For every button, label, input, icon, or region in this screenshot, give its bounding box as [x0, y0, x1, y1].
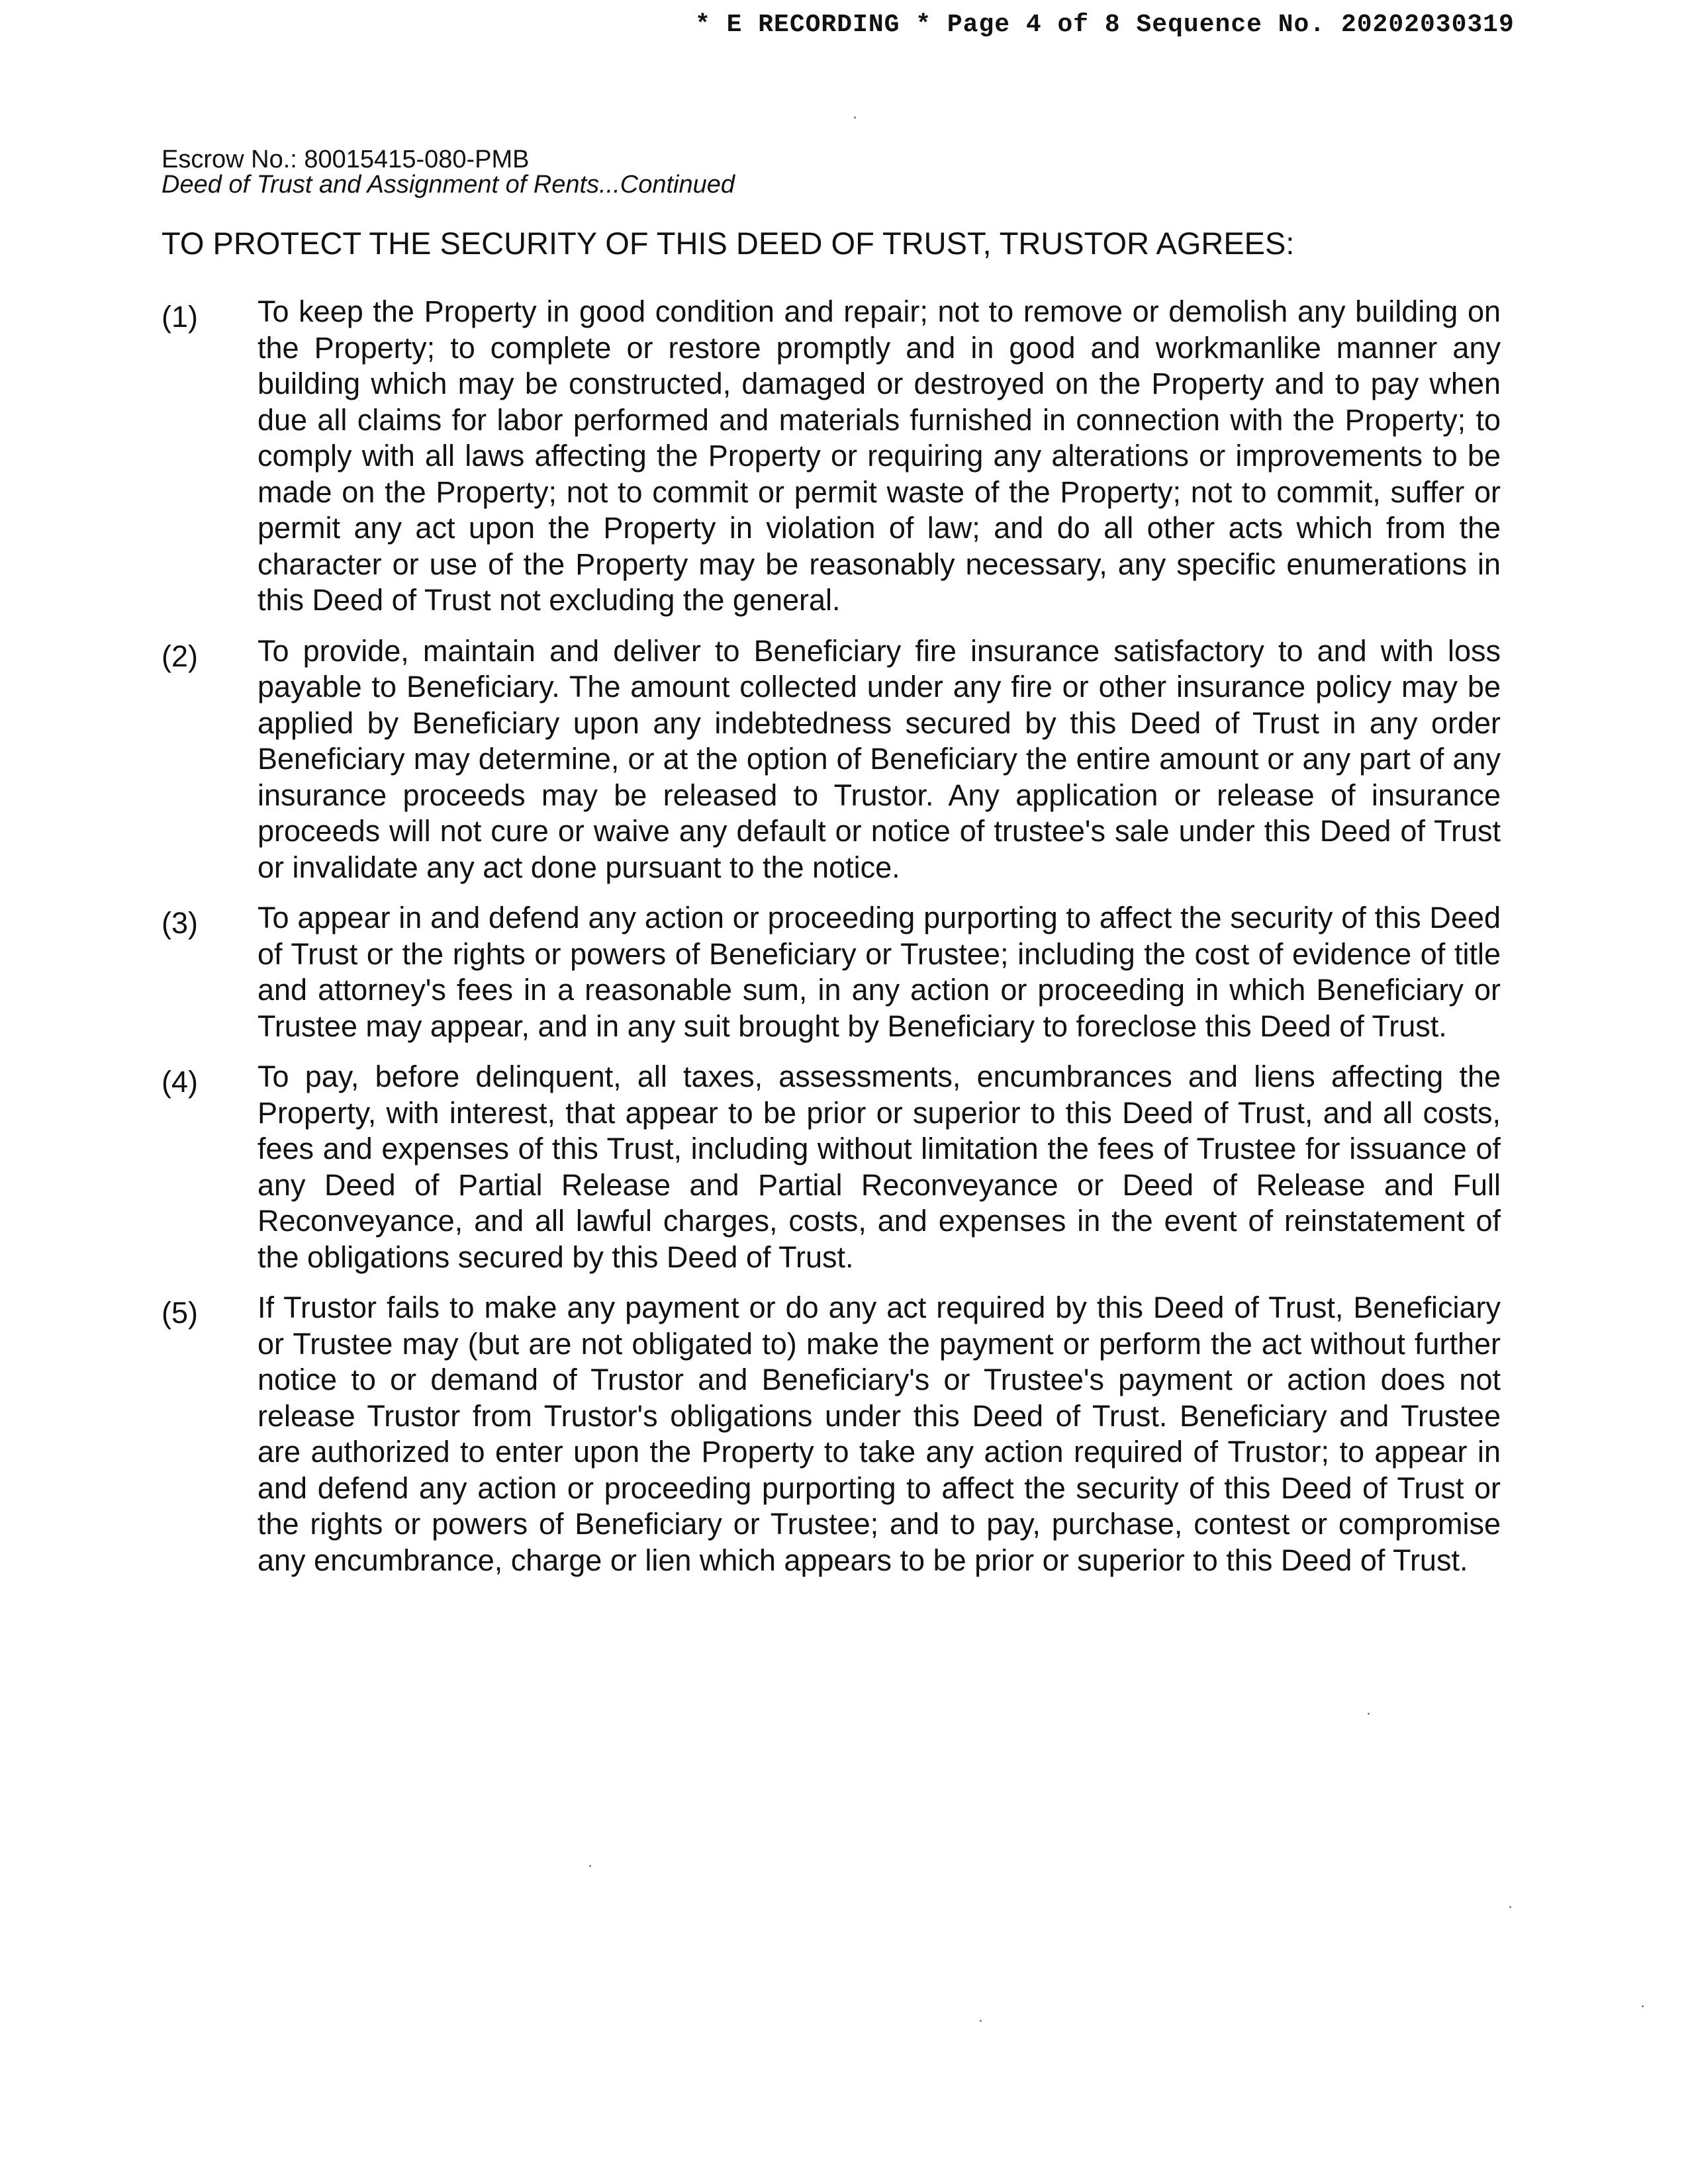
- clause-number: (2): [162, 639, 198, 673]
- clause-number: (4): [162, 1065, 198, 1099]
- section-heading: TO PROTECT THE SECURITY OF THIS DEED OF TRUST, TRUSTOR AGREES:: [162, 226, 1295, 261]
- escrow-number: Escrow No.: 80015415-080-PMB: [162, 146, 530, 173]
- scan-speck: [589, 1865, 591, 1867]
- clause-text: To provide, maintain and deliver to Beneficiary fire insurance satisfactory to and with loss payable to Beneficiary. The amount collected under any fire or other insurance policy may be applied by Beneficiary upon any indebtedness secured by this Deed of Trust in any order Beneficiary may determine, or at the option of Beneficiary the entire amount or any part of any insurance proceeds may be released to Trustor. Any application or release of insurance proceeds will not cure or waive any default or notice of trustee's sale under this Deed of Trust or invalidate any act done pursuant to the notice.: [258, 633, 1501, 884]
- clause-number: (1): [162, 300, 198, 334]
- scan-speck: [980, 2020, 982, 2022]
- scan-speck: [1642, 2005, 1644, 2007]
- clause-4: [162, 1059, 1505, 1275]
- document-subtitle: Deed of Trust and Assignment of Rents...Continued: [162, 171, 735, 199]
- clause-3: [162, 900, 1505, 1044]
- clause-number: (3): [162, 906, 198, 940]
- clause-text: To keep the Property in good condition and repair; not to remove or demolish any building on the Property; to complete or restore promptly and in good and workmanlike manner any building which may be constructed, damaged or destroyed on the Property and to pay when due all claims for labor performed and materials furnished in connection with the Property; to comply with all laws affecting the Property or requiring any alterations or improvements to be made on the Property; not to commit or permit waste of the Property; not to commit, suffer or permit any act upon the Property in violation of law; and do all other acts which from the character or use of the Property may be reasonably necessary, any specific enumerations in this Deed of Trust not excluding the general.: [258, 295, 1501, 617]
- clause-list: [162, 294, 1505, 1593]
- clause-number: (5): [162, 1296, 198, 1330]
- scan-speck: [854, 116, 856, 118]
- clause-1: [162, 294, 1505, 619]
- scan-speck: [1509, 1906, 1511, 1908]
- clause-text: If Trustor fails to make any payment or do any act required by this Deed of Trust, Beneficiary or Trustee may (but are not obligated to) make the payment or perform the act without further notice to or demand of Trustor and Beneficiary's or Trustee's payment or action does not release Trustor from Trustor's obligations under this Deed of Trust. Beneficiary and Trustee are authorized to enter upon the Property to take any action required of Trustor; to appear in and defend any action or proceeding purporting to affect the security of this Deed of Trust or the rights or powers of Beneficiary or Trustee; and to pay, purchase, contest or compromise any encumbrance, charge or lien which appears to be prior or superior to this Deed of Trust.: [258, 1291, 1501, 1577]
- clause-text: To pay, before delinquent, all taxes, assessments, encumbrances and liens affecting the Property, with interest, that appear to be prior or superior to this Deed of Trust, and all costs, fees and expenses of this Trust, including without limitation the fees of Trustee for issuance of any Deed of Partial Release and Partial Reconveyance or Deed of Release and Full Reconveyance, and all lawful charges, costs, and expenses in the event of reinstatement of the obligations secured by this Deed of Trust.: [258, 1060, 1501, 1274]
- scan-speck: [1368, 1713, 1370, 1715]
- recording-stamp: * E RECORDING * Page 4 of 8 Sequence No. 20202030319: [695, 11, 1515, 39]
- clause-5: [162, 1290, 1505, 1578]
- clause-2: [162, 633, 1505, 886]
- clause-text: To appear in and defend any action or proceeding purporting to affect the security of this Deed of Trust or the rights or powers of Beneficiary or Trustee; including the cost of evidence of title and attorney's fees in a reasonable sum, in any action or proceeding in which Beneficiary or Trustee may appear, and in any suit brought by Beneficiary to foreclose this Deed of Trust.: [258, 901, 1501, 1043]
